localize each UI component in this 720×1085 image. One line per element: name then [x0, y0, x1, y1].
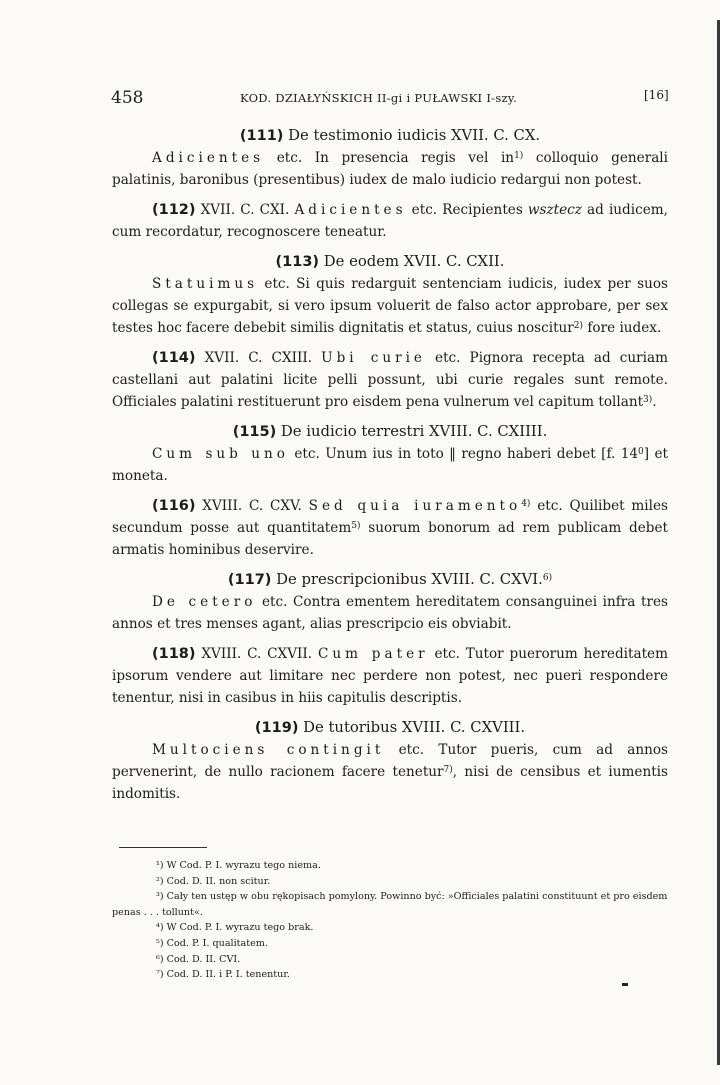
folio-superscript: 0 [638, 447, 644, 457]
section-text-113: Statuimus etc. Si quis redarguit sentenciam iudicis, iudex per suos collegas se expurgabit, si vero ipsum voluerit de falso actor approbare, per sex testes hoc facere debebit similis dignitatis et status, cuius noscitur$^{2)}$ fore iudex. [112, 276, 668, 336]
footnote-7: ⁷) Cod. D. II. i P. I. tenentur. [156, 969, 290, 981]
section-title-111: (111) De testimonio iudicis XVII. C. CX. [239, 127, 541, 144]
running-title: KOD. DZIAŁYŃSKICH II-gi i PUŁAWSKI I-szy. [240, 91, 518, 105]
footnote-4: ⁴) W Cod. P. I. wyrazu tego brak. [156, 922, 314, 934]
footnote-5: ⁵) Cod. P. I. qualitatem. [156, 937, 268, 949]
section-text-112: (112) XVII. C. CXI. Adicientes etc. Recipientes wsztecz ad iudicem, cum recordatur, recognoscere teneatur. [112, 202, 668, 240]
footnote-ref-4: 4) [521, 499, 531, 509]
section-title-117: (117) De prescripcionibus XVIII. C. CXVI.$^{6)}$ [227, 571, 553, 588]
page-number: 458 [111, 88, 144, 108]
stray-mark [622, 983, 628, 986]
footnote-ref-7: 7) [443, 765, 453, 775]
section-text-115: Cum sub uno etc. Unum ius in toto ‖ regno haberi debet [f. $14^0$] et moneta. [112, 446, 668, 484]
document-body [112, 125, 668, 805]
footnote-6: ⁶) Cod. D. II. CVI. [156, 953, 241, 965]
section-text-111: Adicientes etc. In presencia regis vel $in^{1)}$ colloquio generali palatinis, baronibus (presentibus) iudex de malo iudicio redargui non potest. [112, 150, 668, 188]
footnote-rule [119, 847, 207, 848]
footnote-2: ²) Cod. D. II. non scitur. [156, 875, 271, 887]
footnote-1: ¹) W Cod. P. I. wyrazu tego niema. [156, 860, 321, 871]
footnote-3: ³) Cały ten ustęp w obu rękopisach pomylony. Powinno być: »Officiales palatini constituunt et pro eisdem penas . . . tollunt«. [112, 891, 668, 918]
section-text-116: (116) XVIII. C. CXV. Sed quia iuramento$^{4)}$ etc. Quilibet miles secundum posse aut quantitatem$^{5)}$ suorum bonorum ad rem publicam debet armatis hominibus deservire. [112, 498, 668, 558]
folio-number: [16] [644, 88, 669, 102]
section-text-118: (118) XVIII. C. CXVII. Cum pater etc. Tutor puerorum hereditatem ipsorum vendere aut limitare nec perdere non potest, nec pueri respondere tenentur, nisi in casibus in hiis capitulis descriptis. [112, 646, 668, 706]
section-text-114: (114) XVII. C. CXIII. Ubi curie etc. Pignora recepta ad curiam castellani aut palatini licite pelli possunt, ubi curie regales sunt remote. Officiales palatini restituerunt pro eisdem pena vulnerum vel capitum tollant$^{3)}$. [112, 350, 668, 410]
footnote-ref-2: 2) [573, 321, 584, 331]
section-text-119: Multociens contingit etc. Tutor pueris, cum ad annos pervenerint, de nullo racionem facere tenetur$^{7)}$, nisi de censibus et iumentis indomitis. [112, 742, 669, 802]
section-title-115: (115) De iudicio terrestri XVIII. C. CXIIII. [232, 423, 548, 440]
section-title-119: (119) De tutoribus XVIII. C. CXVIII. [254, 719, 526, 736]
footnote-ref-1: 1) [514, 151, 524, 161]
footnotes [112, 858, 676, 983]
section-text-117: De cetero etc. Contra ementem hereditatem consanguinei infra tres annos et tres menses agant, alias prescripcio eis obviabit. [112, 594, 668, 632]
footnote-ref-6: 6) [542, 573, 553, 583]
section-title-113: (113) De eodem XVII. C. CXII. [275, 253, 505, 270]
footnote-ref-3: 3) [643, 395, 653, 405]
footnote-ref-5: 5) [351, 521, 361, 531]
